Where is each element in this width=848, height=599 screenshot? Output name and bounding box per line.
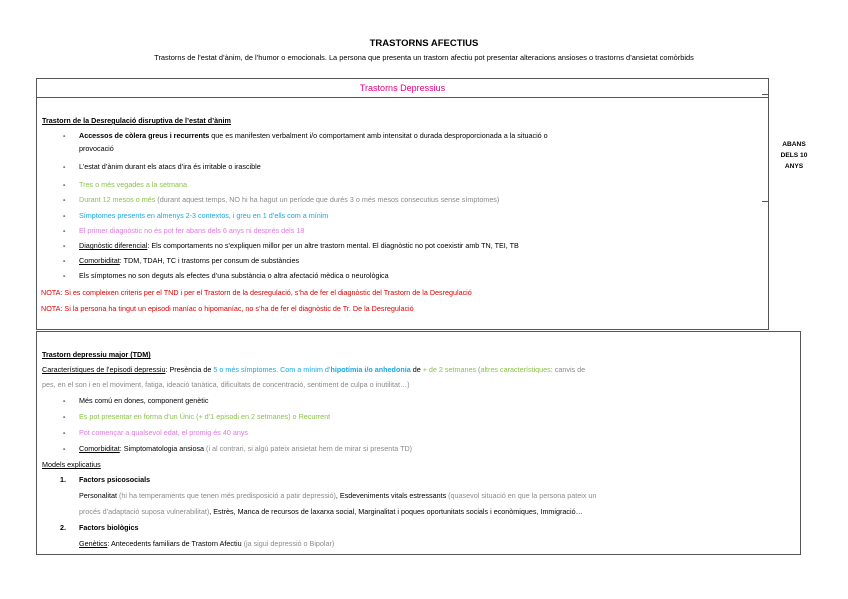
list-item: Més comú en dones, component genètic (79, 396, 209, 405)
note-1: NOTA: Si es compleixen criteris per el TND i per el Trastorn de la desregulació, s’ha de fer el diagnòstic del Trastorn de la Desregulació (41, 288, 472, 297)
list-item: Diagnòstic diferencial: Els comportaments no s’expliquen millor per un altre trastorn mental. El diagnòstic no pot coexistir amb TN, TEI, TB (79, 241, 519, 250)
bullet-dash: - (63, 444, 66, 453)
bullet-dash: - (63, 428, 66, 437)
model-title: Factors psicosocials (79, 475, 151, 484)
disorder-heading: Trastorn depressiu major (TDM) (42, 350, 151, 359)
list-item: Durant 12 mesos o més (durant aquest temps, NO hi ha hagut un període que durés 3 o més mesos consecutius sense símptomes) (79, 195, 500, 204)
bullet-dash: - (63, 412, 66, 421)
bullet-dash: - (63, 195, 66, 204)
page-subtitle: Trastorns de l’estat d’ànim, de l’humor o emocionals. La persona que presenta un trastorn afectiu pot presentar alteracions ansioses o trastorns d’ansietat comòrbids (154, 53, 694, 62)
list-item: Pot començar a qualsevol edat, el promig és 40 anys (79, 428, 249, 437)
list-item: Tres o més vegades a la setmana (79, 180, 187, 189)
age-bracket (762, 94, 769, 202)
list-item: Accessos de còlera greus i recurrents que es manifesten verbalment i/o comportament amb intensitat o durada desproporcionada a la situació o (79, 131, 548, 140)
model-text: Genètics: Antecedents familiars de Trastorn Afectiu (ja sigui depressió o Bipolar) (79, 539, 335, 548)
list-number: 1. (60, 475, 66, 484)
model-title: Factors biològics (79, 523, 139, 532)
list-item: L’estat d’ànim durant els atacs d’ira és irritable o irascible (79, 162, 261, 171)
bullet-dash: - (63, 256, 66, 265)
list-number: 2. (60, 523, 66, 532)
list-item-continuation: provocació (79, 144, 114, 153)
list-item: Símptomes presents en almenys 2-3 contextos, i greu en 1 d’ells com a mínim (79, 211, 329, 220)
note-2: NOTA: Si la persona ha tingut un episodi maníac o hipomaníac, no s’ha de fer el diagnòstic de Tr. De la Desregulació (41, 304, 414, 313)
bullet-dash: - (63, 162, 66, 171)
models-heading: Models explicatius (42, 460, 101, 469)
bullet-dash: - (63, 271, 66, 280)
bullet-dash: - (63, 211, 66, 220)
section-header: Trastorns Depressius (37, 79, 768, 98)
bullet-dash: - (63, 180, 66, 189)
characteristics-line: Característiques de l’episodi depressiu: Presència de 5 o més símptomes. Com a mínim d’hipotímia i/o anhedonia de + de 2 setmanes (altres característiques: canvis de (42, 365, 586, 374)
list-item: Comorbiditat: Simptomatologia ansiosa (i al contrari, si algú pateix ansietat hem de mirar si presenta TD) (79, 444, 413, 453)
list-item: Es pot presentar en forma d’un Únic (+ d’1 episodi en 2 setmanes) o Recurrent (79, 412, 331, 421)
bullet-dash: - (63, 241, 66, 250)
disorder-heading: Trastorn de la Desregulació disruptiva de l’estat d’ànim (42, 116, 231, 125)
model-text-continuation: procés d’adaptació suposa vulnerabilitat), Estrès, Manca de recursos de laxarxa social, Marginalitat i poques oportunitats socials i econòmiques, Immigració… (79, 507, 583, 516)
list-item: Els símptomes no son deguts als efectes d’una substància o altra afectació mèdica o neurològica (79, 271, 389, 280)
bullet-dash: - (63, 226, 66, 235)
bullet-dash: - (63, 131, 66, 140)
list-item: El primer diagnòstic no és pot fer abans dels 6 anys ni després dels 18 (79, 226, 305, 235)
list-item: Comorbiditat: TDM, TDAH, TC i trastorns per consum de substàncies (79, 256, 300, 265)
age-label: ABANS DELS 10 ANYS (780, 141, 808, 170)
bullet-dash: - (63, 396, 66, 405)
characteristics-continuation: pes, en el son i en el moviment, fatiga, ideació tanàtica, dificultats de concentració, sentiment de culpa o inutilitat…) (42, 380, 410, 389)
model-text: Personalitat (hi ha temperaments que tenen més predisposició a patir depressió), Esdeveniments vitals estressants (quasevol situació en que la persona pateix un (79, 491, 597, 500)
page-title: TRASTORNS AFECTIUS (369, 38, 479, 49)
